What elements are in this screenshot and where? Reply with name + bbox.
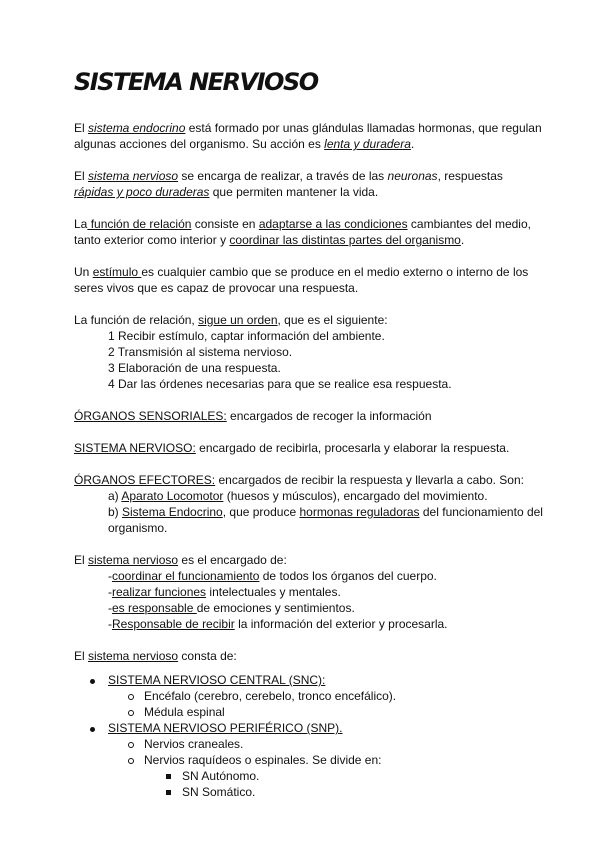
- term-sistema-endocrino-b: Sistema Endocrino: [122, 505, 223, 519]
- list-item: [74, 504, 544, 536]
- text: Nervios craneales.: [144, 737, 244, 751]
- paragraph-effectors: [74, 472, 544, 536]
- text: intelectuales y mentales.: [206, 585, 341, 599]
- term-sigue-orden: sigue un orden: [198, 313, 278, 327]
- page-title: SISTEMA NERVIOSO: [74, 68, 318, 96]
- term-organos-sensoriales: ÓRGANOS SENSORIALES:: [74, 409, 227, 423]
- square-bullet-icon: [166, 790, 171, 795]
- text: se encarga de realizar, a través de las: [178, 169, 388, 183]
- term-hormonas: hormonas reguladoras: [299, 505, 420, 519]
- paragraph-sn: [74, 440, 544, 456]
- term-sistema-nervioso: sistema nervioso: [88, 169, 179, 183]
- list-item: [74, 704, 544, 720]
- term: coordinar el funcionamiento: [112, 569, 260, 583]
- paragraph-functions: [74, 552, 544, 632]
- text: , respuestas: [437, 169, 503, 183]
- list-item: [74, 600, 544, 616]
- text: , que produce: [222, 505, 300, 519]
- text: encargados de recoger la información: [226, 409, 432, 423]
- text: SISTEMA NERVIOSO CENTRAL (SNC):: [108, 673, 326, 687]
- text: encargado de recibirla, procesarla y elaborar la respuesta.: [195, 441, 510, 455]
- text: Médula espinal: [144, 705, 225, 719]
- term-funcion-relacion: función de relación: [87, 217, 192, 231]
- text: del funcionamiento del organismo.: [108, 505, 543, 535]
- term-adaptarse: adaptarse a las condiciones: [258, 217, 408, 231]
- list-item: [74, 768, 544, 784]
- term: es responsable: [112, 601, 197, 615]
- list-item: 2 Transmisión al sistema nervioso.: [108, 345, 293, 359]
- paragraph-relation: [74, 216, 544, 248]
- list-item: [74, 672, 544, 688]
- list-item: [74, 616, 544, 632]
- text: .: [410, 137, 415, 151]
- list-item: 3 Elaboración de una respuesta.: [108, 361, 281, 375]
- text: -: [108, 617, 112, 631]
- paragraph-order: [74, 312, 544, 392]
- paragraph-stimulus: [74, 264, 544, 296]
- text: El: [74, 169, 89, 183]
- text: El: [74, 553, 89, 567]
- text: de todos los órganos del cuerpo.: [259, 569, 437, 583]
- text: .: [460, 233, 465, 247]
- text: -: [108, 601, 112, 615]
- term-estimulo: estímulo: [92, 265, 142, 279]
- term-coordinar: coordinar las distintas partes del organismo: [229, 233, 461, 247]
- text: que permiten mantener la vida.: [209, 185, 379, 199]
- term: realizar funciones: [112, 585, 207, 599]
- list-item: [74, 720, 544, 736]
- term-lenta-duradera: lenta y duradera: [324, 137, 411, 151]
- paragraph-sensory: [74, 408, 544, 424]
- text: es cualquier cambio que se produce en el medio externo o interno de los seres vivos que es capaz de provocar una respuesta.: [74, 265, 529, 295]
- circle-bullet-icon: [128, 742, 134, 748]
- text: La función de relación,: [74, 313, 199, 327]
- text: consta de:: [178, 649, 237, 663]
- list-item: 1 Recibir estímulo, captar información del ambiente.: [108, 329, 385, 343]
- text: SN Somático.: [182, 785, 256, 799]
- text: encargados de recibir la respuesta y llevarla a cabo. Son:: [215, 473, 524, 487]
- bullet-icon: [90, 679, 95, 684]
- text: la información del exterior y procesarla.: [234, 617, 448, 631]
- text: -: [108, 585, 112, 599]
- text: Un: [74, 265, 93, 279]
- square-bullet-icon: [166, 774, 171, 779]
- list-item: [74, 584, 544, 600]
- term-neuronas: neuronas: [387, 169, 438, 183]
- text: El: [74, 121, 89, 135]
- text: Encéfalo (cerebro, cerebelo, tronco encefálico).: [144, 689, 397, 703]
- paragraph-structure: [74, 648, 544, 800]
- term-sistema-endocrino: sistema endocrino: [88, 121, 186, 135]
- text: SISTEMA NERVIOSO PERIFÉRICO (SNP).: [108, 721, 343, 735]
- text: está formado por unas glándulas llamadas hormonas, que regulan algunas acciones del organismo. Su acción es: [74, 121, 542, 151]
- text: es el encargado de:: [178, 553, 287, 567]
- document-body: [74, 120, 544, 800]
- term-rapidas: rápidas y poco duraderas: [74, 185, 210, 199]
- term-sistema-nervioso-3: sistema nervioso: [88, 649, 179, 663]
- term-organos-efectores: ÓRGANOS EFECTORES:: [74, 473, 216, 487]
- list-item: [74, 752, 544, 768]
- term-aparato-locomotor: Aparato Locomotor: [121, 489, 224, 503]
- list-item: [74, 488, 544, 504]
- term-sistema-nervioso-2: sistema nervioso: [88, 553, 179, 567]
- text: a): [108, 489, 122, 503]
- bullet-icon: [90, 727, 95, 732]
- text: El: [74, 649, 89, 663]
- circle-bullet-icon: [128, 694, 134, 700]
- term: Responsable de recibir: [112, 617, 235, 631]
- text: La: [74, 217, 88, 231]
- list-item: 4 Dar las órdenes necesarias para que se realice esa respuesta.: [108, 377, 452, 391]
- list-item: [74, 784, 544, 800]
- text: b): [108, 505, 123, 519]
- text: , que es el siguiente:: [277, 313, 388, 327]
- text: de emociones y sentimientos.: [196, 601, 355, 615]
- list-item: [74, 568, 544, 584]
- text: SN Autónomo.: [182, 769, 260, 783]
- text: Nervios raquídeos o espinales. Se divide en:: [144, 753, 382, 767]
- paragraph-nervous: [74, 168, 544, 200]
- list-item: [74, 736, 544, 752]
- text: consiste en: [191, 217, 259, 231]
- term-sistema-nervioso-heading: SISTEMA NERVIOSO:: [74, 441, 196, 455]
- text: cambiantes del medio, tanto exterior como interior y: [74, 217, 531, 247]
- text: (huesos y músculos), encargado del movimiento.: [223, 489, 488, 503]
- circle-bullet-icon: [128, 710, 134, 716]
- paragraph-endocrine: [74, 120, 544, 152]
- text: -: [108, 569, 112, 583]
- list-item: [74, 688, 544, 704]
- circle-bullet-icon: [128, 758, 134, 764]
